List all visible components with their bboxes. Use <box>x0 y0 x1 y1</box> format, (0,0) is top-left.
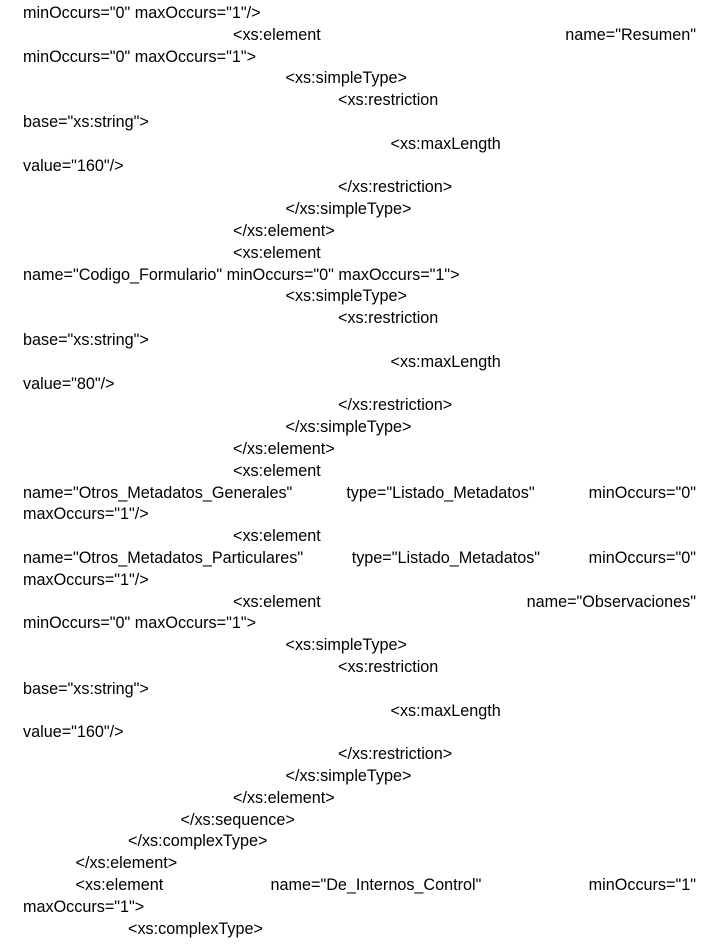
code-line <box>23 503 149 525</box>
code-line <box>76 874 697 896</box>
code-line <box>23 569 149 591</box>
code-line <box>391 700 501 722</box>
code-token: </xs:restriction> <box>338 745 453 764</box>
code-line <box>23 329 149 351</box>
code-token: minOccurs="1" <box>588 876 696 894</box>
code-token: <xs:restriction <box>338 658 439 676</box>
code-line <box>23 547 696 569</box>
code-token: name="De_Internos_Control" <box>270 876 482 894</box>
code-token: <xs:element <box>233 527 321 546</box>
code-line <box>338 394 452 416</box>
code-line <box>233 24 696 46</box>
code-token: </xs:restriction> <box>338 178 453 197</box>
code-line <box>128 830 267 852</box>
code-token: name="Codigo_Formulario" minOccurs="0" maxOccurs="1"> <box>23 265 460 284</box>
code-token: base="xs:string"> <box>23 331 149 349</box>
code-token: value="160"/> <box>23 156 124 175</box>
code-line <box>286 634 407 656</box>
code-line <box>23 482 696 504</box>
code-line <box>391 351 501 373</box>
code-line <box>286 198 412 220</box>
code-token: </xs:element> <box>75 854 178 873</box>
code-token: <xs:complexType> <box>128 919 263 938</box>
code-line <box>23 264 460 286</box>
code-token: <xs:element <box>233 243 321 262</box>
code-token: type="Listado_Metadatos" <box>346 483 535 502</box>
code-line <box>286 67 407 89</box>
code-line <box>233 787 335 809</box>
code-token: <xs:simpleType> <box>285 69 407 88</box>
code-token: minOccurs="0" maxOccurs="1"> <box>23 614 257 633</box>
code-line <box>23 2 261 24</box>
code-token: maxOccurs="1"> <box>23 897 145 916</box>
code-line <box>23 612 256 634</box>
code-token: <xs:simpleType> <box>285 287 407 306</box>
code-line <box>23 373 115 395</box>
code-line <box>338 89 438 111</box>
code-token: <xs:maxLength <box>390 352 501 371</box>
code-token: <xs:restriction <box>338 91 439 110</box>
code-token: </xs:restriction> <box>338 396 453 415</box>
code-token: <xs:element <box>233 461 321 480</box>
code-token: minOccurs="0" <box>588 483 696 502</box>
code-token: type="Listado_Metadatos" <box>351 549 541 567</box>
code-line <box>128 918 263 940</box>
code-token: </xs:complexType> <box>128 832 268 851</box>
code-line <box>233 460 321 482</box>
code-line <box>23 46 256 68</box>
code-line <box>181 809 295 831</box>
code-token: name="Otros_Metadatos_Generales" <box>23 483 293 502</box>
code-line <box>23 155 124 177</box>
code-token: minOccurs="0" <box>588 549 696 567</box>
code-line <box>233 242 321 264</box>
code-token: </xs:sequence> <box>180 810 295 829</box>
code-token: <xs:simpleType> <box>285 636 407 655</box>
code-line <box>286 765 412 787</box>
code-token: value="160"/> <box>23 723 124 742</box>
code-line <box>286 416 412 438</box>
code-line <box>338 656 438 678</box>
code-token: name="Otros_Metadatos_Particulares" <box>23 549 304 567</box>
code-token: <xs:restriction <box>338 309 439 328</box>
code-line <box>23 721 124 743</box>
code-line <box>233 525 321 547</box>
code-line <box>338 307 438 329</box>
code-line <box>23 678 149 700</box>
code-token: maxOccurs="1"/> <box>23 505 149 524</box>
code-line <box>23 896 144 918</box>
code-token: base="xs:string"> <box>23 113 149 131</box>
code-line <box>338 743 452 765</box>
code-token: </xs:element> <box>233 440 335 458</box>
code-line <box>23 111 149 133</box>
code-token: </xs:element> <box>233 222 335 240</box>
code-token: value="80"/> <box>23 374 115 393</box>
code-token: </xs:simpleType> <box>285 767 412 785</box>
code-token: </xs:element> <box>233 788 335 807</box>
code-token: <xs:maxLength <box>390 701 501 720</box>
code-token: <xs:element <box>75 876 164 894</box>
code-line <box>286 285 407 307</box>
code-token: minOccurs="0" maxOccurs="1"/> <box>23 4 261 22</box>
code-token: </xs:simpleType> <box>285 418 412 437</box>
code-token: </xs:simpleType> <box>285 200 412 219</box>
code-token: name="Observaciones" <box>526 592 696 611</box>
code-line <box>233 220 335 242</box>
code-line <box>338 176 452 198</box>
code-line <box>233 591 696 613</box>
code-line <box>76 852 178 874</box>
code-token: <xs:maxLength <box>390 134 501 153</box>
code-token: <xs:element <box>233 592 321 611</box>
code-token: <xs:element <box>233 25 321 44</box>
code-token: minOccurs="0" maxOccurs="1"> <box>23 47 257 66</box>
code-token: base="xs:string"> <box>23 679 149 698</box>
code-token: maxOccurs="1"/> <box>23 570 149 589</box>
code-line <box>391 133 501 155</box>
code-line <box>233 438 335 460</box>
code-token: name="Resumen" <box>565 25 696 44</box>
